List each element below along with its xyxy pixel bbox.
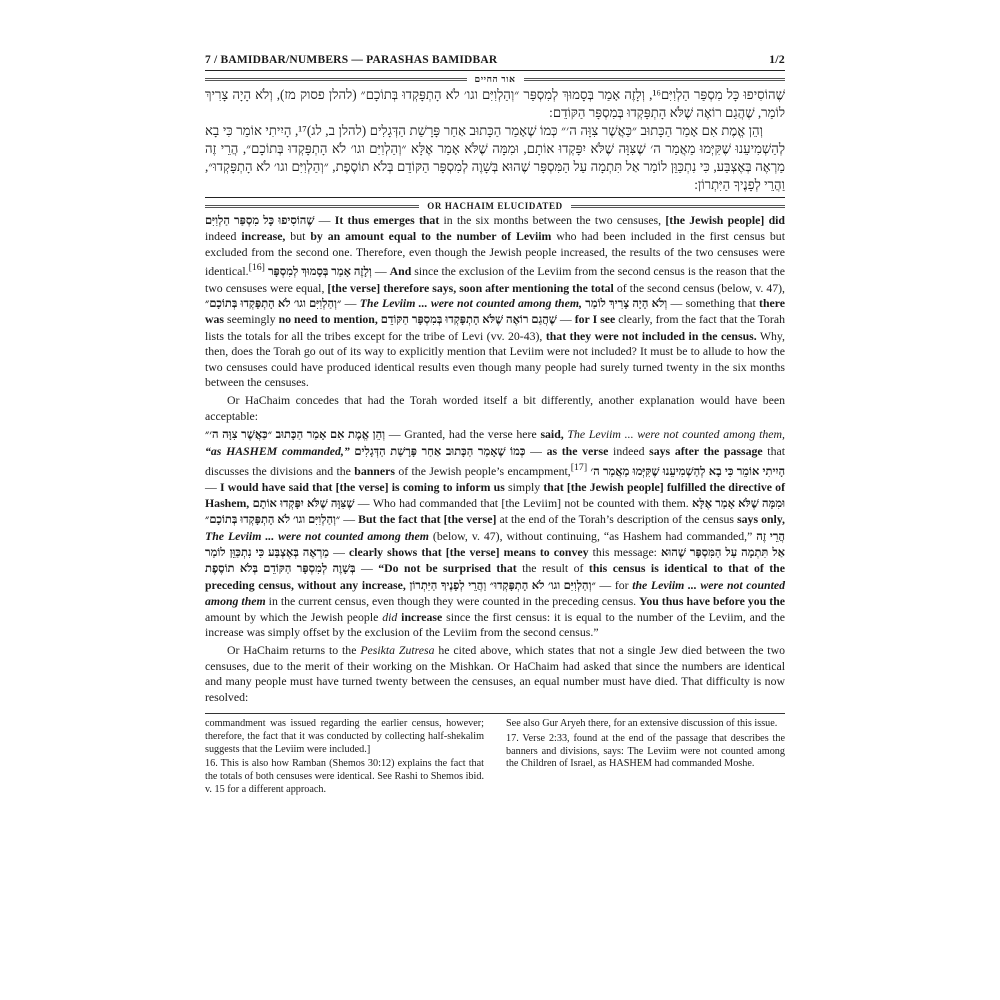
- hebrew-phrase: וְלֹא הָיָה צָרִיךְ לוֹמַר: [585, 297, 668, 310]
- elucidated-section-title: [205, 201, 785, 211]
- hebrew-phrase: וְלָזֶה אָמַר בְּסָמוּךְ לְמִסְפָּר: [267, 266, 372, 279]
- text-run: — something that: [667, 295, 760, 310]
- elucidated-title-text: OR HACHAIM ELUCIDATED: [427, 201, 563, 211]
- text-run: —: [314, 213, 335, 227]
- title-rule-left: [205, 205, 419, 208]
- bold-italic-run: The Leviim ... were not counted among them: [205, 528, 429, 543]
- bold-run: clearly shows that [the verse] means to convey: [348, 544, 589, 559]
- footnote-continued: commandment was issued regarding the earlier census, however; therefore, the fact that it was conducted by collecting half-shekalim suggests that the Leviim were included.]: [205, 718, 484, 755]
- bold-run: as the verse: [546, 443, 609, 458]
- hebrew-title-text: אור החיים: [474, 74, 516, 84]
- bold-italic-run: The Leviim ... were not counted among them,: [359, 295, 582, 310]
- text-run: in the six months between the two censuses,: [439, 213, 666, 227]
- bold-run: said,: [540, 427, 564, 442]
- italic-run: did: [382, 609, 398, 624]
- bold-italic-run: “as HASHEM commanded,”: [205, 443, 350, 458]
- bold-run: increase: [397, 609, 443, 624]
- text-run: —: [371, 264, 390, 279]
- text-run: at the end of the Torah’s description of the census: [496, 512, 738, 527]
- bold-run: And: [389, 264, 412, 279]
- text-run: —: [556, 312, 575, 327]
- hebrew-phrase: כְּמוֹ שֶׁאָמַר הַכָּתוּב אַחַר פָּרָשַׁת הַדְּגָלִים: [354, 445, 526, 458]
- hebrew-phrase: ״וְהַלְוִיִּם וגו׳ לֹא הָתְפָּקְדוּ בְּתוֹכָם״: [205, 297, 342, 310]
- text-run: —: [205, 480, 220, 495]
- footnote-continued-2: See also Gur Aryeh there, for an extensive discussion of this issue.: [506, 718, 778, 730]
- bold-run: It thus emerges that: [334, 213, 440, 227]
- text-run: indeed: [608, 443, 650, 458]
- bold-run: But the fact that [the verse]: [358, 512, 497, 527]
- elucidation-paragraph-3: [205, 427, 785, 640]
- footnote-17: 17. Verse 2:33, found at the end of the passage that describes the banners and divisions, says: The Leviim were not counted among the Children of Israel, as HASHEM had commanded Moshe.: [506, 732, 785, 770]
- hebrew-phrase: וְהֵן אֱמֶת אִם אָמַר הַכָּתוּב ״כַּאֲשֶׁר צִוָּה ה׳״: [205, 429, 386, 442]
- footnote-column-left: [205, 718, 484, 799]
- text-run: this message:: [588, 544, 662, 559]
- footnote-16: 16. This is also how Ramban (Shemos 30:12) explains the fact that the totals of both censuses were identical. See Rashi to Shemos ibid. v. 15 for a different approach.: [205, 758, 484, 796]
- text-run: amount by which the Jewish people: [205, 609, 383, 624]
- bold-run: You thus have before you the: [639, 594, 785, 609]
- hebrew-phrase: וּמִמָּה שֶׁלֹּא אָמַר אֶלָּא ״וְהַלְוִיִּם וגו׳ לֹא הָתְפָּקְדוּ בְּתוֹכָם״: [205, 497, 785, 527]
- running-head: 7 / BAMIDBAR/NUMBERS — PARASHAS BAMIDBAR: [205, 54, 498, 66]
- bold-run: that they were not included in the census.: [545, 328, 757, 343]
- text-run: Or HaChaim returns to the: [227, 643, 361, 658]
- text-run: simply: [504, 480, 544, 495]
- hebrew-phrase: הֲרֵי זֶה מַרְאֶה בְּאֶצְבַּע כִּי נִתְכַּוֵּן לוֹמַר: [205, 530, 785, 559]
- elucidation-body: [205, 213, 785, 705]
- text-run: indeed: [205, 229, 242, 244]
- bold-run: by an amount equal to the number of Leviim: [310, 229, 552, 244]
- footnote-ref: [17]: [570, 462, 588, 474]
- text-run: of the second census (below, v. 47),: [613, 280, 785, 295]
- hebrew-phrase: שֶׁצִּוָּה שֶׁלֹּא יִפָּקְדוּ אוֹתָם: [252, 497, 355, 510]
- text-run: of the Jewish people’s encampment,: [394, 463, 571, 478]
- bold-run: that [the Jewish people] fulfilled the directive of Hashem,: [205, 480, 785, 510]
- page-number: 1/2: [769, 52, 785, 66]
- section-divider: [205, 197, 785, 198]
- hebrew-phrase: הָיִיתִי אוֹמֵר כִּי בָא לְהַשְׁמִיעֵנוּ שֶׁקִּיְּמוּ מַאֲמַר ה׳: [590, 465, 786, 478]
- text-run: who had been included in the first census but excluded from the second one. Therefore, even though the Jewish people increased, the results of the two censuses were identical.: [205, 229, 785, 279]
- hebrew-paragraph-1: שֶׁהוֹסִיפוּ כָּל מִסְפַּר הַלְוִיִּם¹⁶, וְלָזֶה אָמַר בְּסָמוּךְ לְמִסְפַּר ״וְהַלְוִיִּם וגו׳ לֹא הָתְפָּקְדוּ בְּתוֹכָם״ (להלן פסוק מז), וְלֹא הָיָה צָרִיךְ לוֹמַר, שֶׁהֲגַם רוֹאֶה שֶׁלֹּא הָתְפָּקְדוּ בְּמִסְפָּר הַקּוֹדֵם:: [205, 87, 785, 120]
- bold-run: for I see: [574, 312, 616, 327]
- text-run: but: [285, 229, 311, 244]
- text-run: — for: [595, 577, 633, 592]
- hebrew-commentary: [205, 86, 785, 194]
- text-run: —: [329, 544, 349, 559]
- bold-run: [the verse] therefore says, soon after mentioning the total: [327, 280, 614, 295]
- text-run: the result of: [516, 561, 589, 576]
- hebrew-phrase: שֶׁהוֹסִיפוּ כָּל מִסְפַּר הַלְוִיִּם: [205, 215, 315, 227]
- text-run: —: [341, 295, 360, 310]
- bold-run: banners: [354, 463, 395, 478]
- page-header: [205, 52, 785, 71]
- hebrew-phrase: ״וְהַלְוִיִּם וגו׳ לֹא הָתְפָּקְדוּ״ וַהֲרֵי לְפָנֶיךָ הַיִּתְרוֹן: [409, 579, 596, 592]
- bold-run: says only,: [737, 512, 786, 527]
- italic-run: Pesikta Zutresa: [360, 643, 435, 658]
- text-run: he cited above, which states that not a single Jew died between the two censuses, due to the merit of their working on the Mishkan. Or HaChaim had asked that since the numbers are identical and many people must have turned twenty between the censuses, an equal number must have died. That difficulty is now resolved:: [205, 643, 785, 704]
- elucidation-paragraph-2: Or HaChaim concedes that had the Torah worded itself a bit differently, another explanation would have been acceptable:: [205, 393, 785, 423]
- title-rule-right: [524, 78, 786, 81]
- text-run: —: [525, 443, 547, 458]
- text-run: Why, then, does the Torah go out of its way to explicitly mention that Leviim were not included? It must be to allude to how the two censuses could have produced identical results even though many people had surely turned twenty in the six months between the censuses.: [205, 328, 785, 389]
- elucidation-paragraph-1: [205, 213, 785, 390]
- text-run: (below, v. 47), without continuing, “as Hashem had commanded,”: [428, 528, 757, 543]
- text-run: seemingly: [224, 312, 279, 327]
- footnote-ref: [16]: [248, 262, 265, 274]
- text-run: clearly, from the fact that the Torah lists the totals for all the tribes except for the tribe of Levi (vv. 20-43),: [205, 312, 785, 343]
- text-run: — Granted, had the verse here: [385, 427, 541, 442]
- title-rule-left: [205, 78, 467, 81]
- bold-run: says after the passage: [649, 443, 763, 458]
- footnotes: [205, 718, 785, 799]
- footnote-column-right: [506, 718, 785, 799]
- hebrew-phrase: שֶׁהֲגַם רוֹאֶה שֶׁלֹּא הָתְפָּקְדוּ בְּמִסְפָּר הַקּוֹדֵם: [380, 314, 557, 327]
- footnote-separator: [205, 713, 785, 714]
- bold-run: no need to mention,: [278, 312, 378, 327]
- elucidation-paragraph-4: [205, 643, 785, 705]
- bold-run: “Do not be surprised that: [378, 561, 517, 576]
- bold-italic-run: the Leviim ... were not counted among them: [205, 577, 785, 609]
- hebrew-section-title: [205, 74, 785, 84]
- bold-run: increase,: [241, 229, 286, 244]
- text-run: in the current census, even though they were counted in the preceding census.: [265, 594, 640, 609]
- book-page: [205, 52, 785, 952]
- text-run: —: [355, 561, 379, 576]
- text-run: —: [340, 512, 359, 527]
- bold-run: I would have said that [the verse] is coming to inform us: [220, 480, 505, 495]
- bold-run: [the Jewish people] did: [665, 213, 785, 227]
- hebrew-phrase: אַל תִּתְמָה עַל הַמִּסְפָּר שֶׁהוּא בְּשָׁוֶה לְמִסְפָּר הַקּוֹדֵם בְּלֹא תוֹסֶפֶת: [205, 546, 785, 576]
- italic-run: The Leviim ... were not counted among them,: [563, 427, 785, 442]
- title-rule-right: [571, 205, 785, 208]
- text-run: — Who had commanded that [the Leviim] not be counted with them.: [354, 495, 693, 510]
- text-run: since the exclusion of the Leviim from the second census is the reason that the two censuses were equal,: [205, 264, 785, 295]
- bold-run: there was: [205, 295, 786, 327]
- hebrew-paragraph-2: וְהֵן אֱמֶת אִם אָמַר הַכָּתוּב ״כַּאֲשֶׁר צִוָּה ה׳״ כְּמוֹ שֶׁאָמַר הַכָּתוּב אַחַר פָּרָשַׁת הַדְּגָלִים (להלן ב, לג)¹⁷, הָיִיתִי אוֹמֵר כִּי בָא לְהַשְׁמִיעֵנוּ שֶׁקִּיְּמוּ מַאֲמַר ה׳ שֶׁצִּוָּה שֶׁלֹּא יִפָּקְדוּ אוֹתָם, וּמִמָּה שֶׁלֹּא אָמַר אֶלָּא ״וְהַלְוִיִּם וגו׳ לֹא הָתְפָּקְדוּ בְּתוֹכָם״, הֲרֵי זֶה מַרְאֶה בְּאֶצְבַּע, כִּי נִתְכַּוֵּן לוֹמַר אַל תִּתְמָה עַל הַמִּסְפָּר שֶׁהוּא בְּשָׁוֶה לְמִסְפָּר הַקּוֹדֵם בְּלֹא תוֹסֶפֶת, ״וְהַלְוִיִּם וגו׳ לֹא הָתְפָּקְדוּ״, וַהֲרֵי לְפָנֶיךָ הַיִּתְרוֹן:: [205, 123, 785, 192]
- bold-run: this census is identical to that of the preceding census, without any increase,: [205, 561, 785, 592]
- text-run: since the first census: it is equal to the number of the Leviim, and the increase was simply offset by the exclusion of the Leviim from the second census.”: [205, 609, 785, 639]
- text-run: that discusses the divisions and the: [205, 443, 785, 478]
